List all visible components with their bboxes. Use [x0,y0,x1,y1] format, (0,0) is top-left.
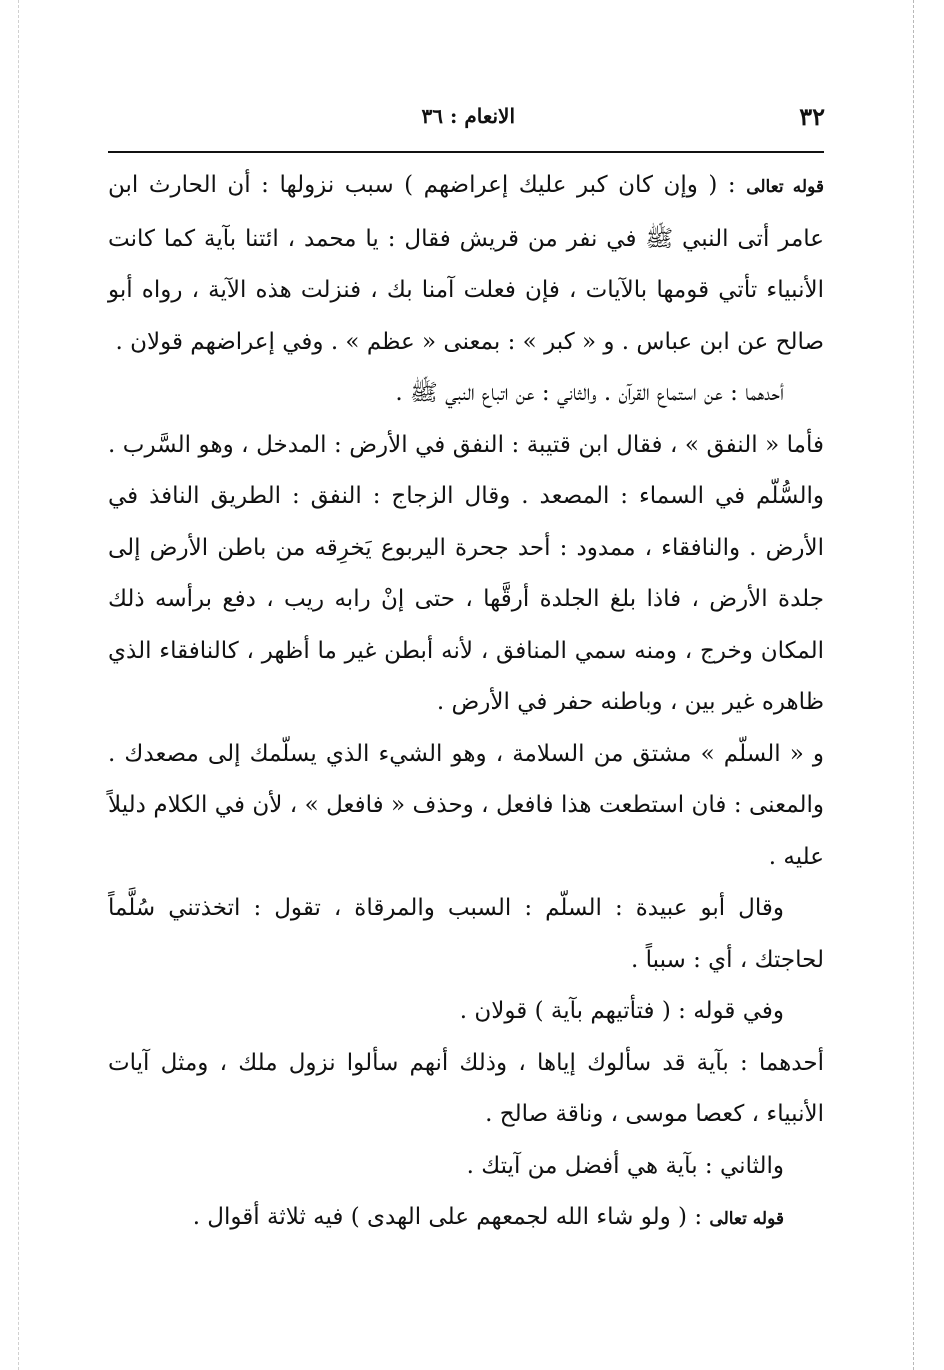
scan-edge-right [913,0,914,1370]
header-rule [108,151,824,153]
paragraph-text: أحدهما : عن استماع القرآن . والثاني : عن اتباع النبي ﷺ . [395,380,784,406]
running-title: الانعام : ٣٦ [421,104,515,128]
paragraph-text: : ( ولو شاء الله لجمعهم على الهدى ) فيه ثلاثة أقوال . [192,1204,703,1230]
paragraph-text: وفي قوله : ( فتأتيهم بآية ) قولان . [459,998,784,1024]
paragraph-text: والثاني : بآية هي أفضل من آيتك . [466,1152,784,1179]
paragraph-text: أحدهما : بآية قد سألوك إياها ، وذلك أنهم سألوا نزول ملك ، ومثل آيات الأنبياء ، كعصا موسى ، وناقة صالح . [108,1049,824,1127]
page-header [105,98,825,138]
paragraph-2 [108,368,824,420]
paragraph-4 [108,729,824,884]
paragraph-text: : ( وإن كان كبر عليك إعراضهم ) سبب نزولها : أن الحارث ابن عامر أتى النبي ﷺ في نفر من قريش فقال : يا محمد ، ائتنا بآية كما كانت الأنبياء تأتي قومها بالآيات ، فإن فعلت آمنا بك ، فنزلت هذه الآية ، رواه أبو صالح عن ابن عباس . و « كبر » : بمعنى « عظم » . وفي إعراضهم قولان . [108,172,824,355]
paragraph-text: وقال أبو عبيدة : السلّم : السبب والمرقاة ، تقول : اتخذتني سُلَّماً لحاجتك ، أي : سبباً . [108,895,824,973]
scan-edge-left [18,0,19,1370]
page-number: ٣٢ [799,102,825,131]
paragraph-8 [108,1141,824,1193]
page-body [108,160,824,1246]
paragraph-3 [108,420,824,729]
verse-lead: قوله تعالى [746,177,824,197]
verse-lead: قوله تعالى [709,1209,784,1229]
paragraph-9 [108,1192,824,1246]
paragraph-text: و « السلّم » مشتق من السلامة ، وهو الشيء الذي يسلّمك إلى مصعدك . والمعنى : فان استطعت هذا فافعل ، وحذف « فافعل » ، لأن في الكلام دليلاً عليه . [108,740,824,870]
paragraph-7 [108,1038,824,1141]
paragraph-text: فأما « النفق » ، فقال ابن قتيبة : النفق في الأرض : المدخل ، وهو السَّرب . والسُّلّم في السماء : المصعد . وقال الزجاج : النفق : الطريق النافذ في الأرض . والنافقاء ، ممدود : أحد جحرة اليربوع يَخرِقه من باطن الأرض إلى جلدة الأرض ، فاذا بلغ الجلدة أرقَّها ، حتى إنْ رابه ريب ، دفع برأسه ذلك المكان وخرج ، ومنه سمي المنافق ، لأنه أبطن غير ما أظهر ، كالنافقاء الذي ظاهره غير بين ، وباطنه حفر في الأرض . [108,431,824,715]
paragraph-6 [108,986,824,1038]
paragraph-5 [108,883,824,986]
paragraph-1 [108,160,824,368]
